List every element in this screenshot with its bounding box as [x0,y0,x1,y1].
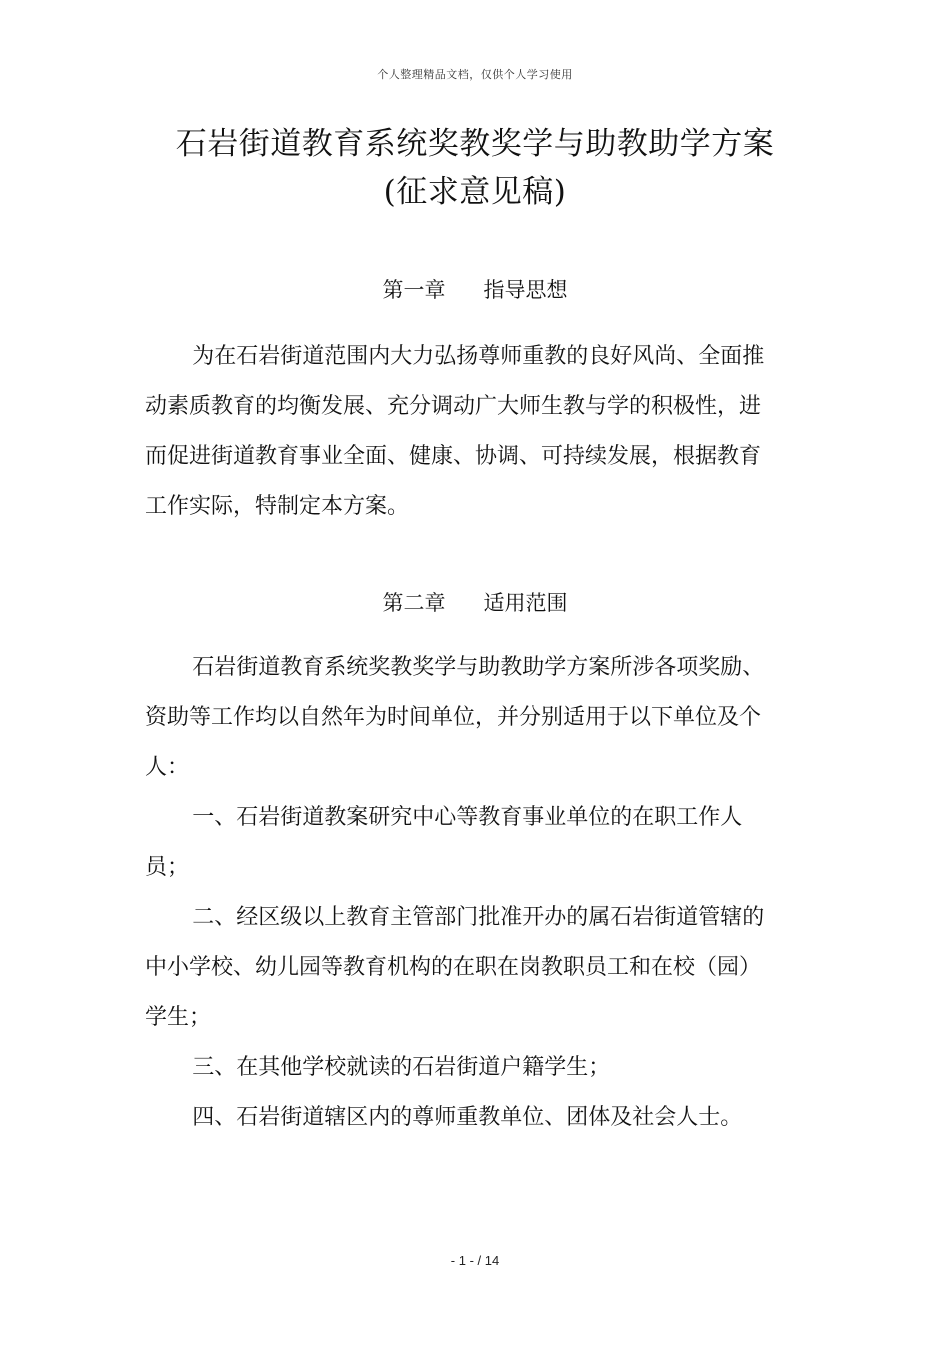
chapter-2-heading [0,588,950,618]
chapter-2-intro: 石岩街道教育系统奖教奖学与助教助学方案所涉各项奖励、资助等工作均以自然年为时间单位，并分别适用于以下单位及个人： [145,655,765,780]
chapter-2-item-3: 三、在其他学校就读的石岩街道户籍学生； [192,1055,611,1080]
chapter-2-item-1: 一、石岩街道教案研究中心等教育事业单位的在职工作人员； [145,805,743,880]
chapter-1-name: 指导思想 [483,278,568,302]
chapter-2-number: 第二章 [382,591,446,615]
chapter-2-body [145,643,765,1143]
document-title [0,120,950,216]
title-line-2: (征求意见稿) [383,174,567,210]
chapter-1-heading [0,275,950,305]
chapter-1-number: 第一章 [382,278,446,302]
chapter-1-paragraph: 为在石岩街道范围内大力弘扬尊师重教的良好风尚、全面推动素质教育的均衡发展、充分调动广大师生教与学的积极性，进而促进街道教育事业全面、健康、协调、可持续发展，根据教育工作实际，特制定本方案。 [145,344,765,519]
header-note: 个人整理精品文档，仅供个人学习使用 [377,68,573,81]
chapter-1-body [145,332,765,532]
page-number: - 1 - / 14 [450,1253,500,1268]
title-line-1: 石岩街道教育系统奖教奖学与助教助学方案 [175,126,775,162]
chapter-2-item-4: 四、石岩街道辖区内的尊师重教单位、团体及社会人士。 [192,1105,743,1130]
chapter-2-name: 适用范围 [483,591,568,615]
chapter-2-item-2: 二、经区级以上教育主管部门批准开办的属石岩街道管辖的中小学校、幼儿园等教育机构的在职在岗教职员工和在校（园）学生； [145,905,765,1030]
